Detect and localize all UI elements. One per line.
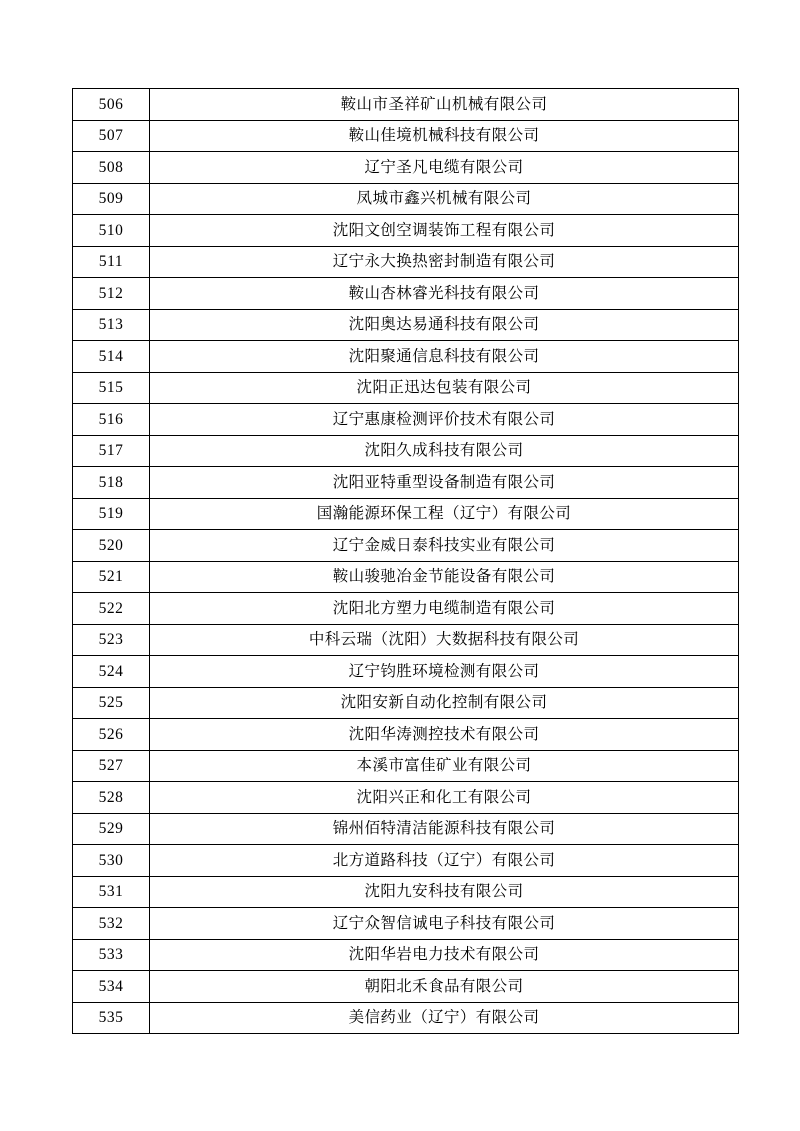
company-name-cell: 锦州佰特清洁能源科技有限公司 [150,813,739,845]
row-index-cell: 532 [73,908,150,940]
company-name-cell: 沈阳聚通信息科技有限公司 [150,341,739,373]
table-row [73,467,739,499]
row-index-cell: 512 [73,278,150,310]
row-index-cell: 528 [73,782,150,814]
row-index-cell: 511 [73,246,150,278]
table-row [73,876,739,908]
table-row [73,782,739,814]
row-index-cell: 525 [73,687,150,719]
row-index-cell: 527 [73,750,150,782]
company-name-cell: 辽宁惠康检测评价技术有限公司 [150,404,739,436]
table-row [73,246,739,278]
table-row [73,183,739,215]
company-name-cell: 沈阳奥达易通科技有限公司 [150,309,739,341]
company-name-cell: 中科云瑞（沈阳）大数据科技有限公司 [150,624,739,656]
row-index-cell: 508 [73,152,150,184]
table-row [73,908,739,940]
table-row [73,435,739,467]
table-row [73,341,739,373]
row-index-cell: 521 [73,561,150,593]
row-index-cell: 520 [73,530,150,562]
table-row [73,845,739,877]
row-index-cell: 517 [73,435,150,467]
company-name-cell: 本溪市富佳矿业有限公司 [150,750,739,782]
company-name-cell: 鞍山杏林睿光科技有限公司 [150,278,739,310]
company-name-cell: 辽宁圣凡电缆有限公司 [150,152,739,184]
row-index-cell: 507 [73,120,150,152]
company-name-cell: 沈阳亚特重型设备制造有限公司 [150,467,739,499]
table-row [73,971,739,1003]
table-row [73,498,739,530]
company-name-cell: 辽宁永大换热密封制造有限公司 [150,246,739,278]
row-index-cell: 518 [73,467,150,499]
table-row [73,404,739,436]
company-name-cell: 沈阳正迅达包装有限公司 [150,372,739,404]
row-index-cell: 510 [73,215,150,247]
row-index-cell: 506 [73,89,150,121]
table-row [73,939,739,971]
company-name-cell: 沈阳华涛测控技术有限公司 [150,719,739,751]
row-index-cell: 534 [73,971,150,1003]
table-row [73,309,739,341]
company-name-cell: 美信药业（辽宁）有限公司 [150,1002,739,1034]
table-row [73,813,739,845]
table-row [73,719,739,751]
table-row [73,687,739,719]
row-index-cell: 529 [73,813,150,845]
table-row [73,372,739,404]
row-index-cell: 526 [73,719,150,751]
table-row [73,1002,739,1034]
row-index-cell: 531 [73,876,150,908]
table-row [73,656,739,688]
company-name-cell: 鞍山佳境机械科技有限公司 [150,120,739,152]
row-index-cell: 509 [73,183,150,215]
table-row [73,89,739,121]
table-row [73,593,739,625]
row-index-cell: 513 [73,309,150,341]
row-index-cell: 535 [73,1002,150,1034]
company-name-cell: 辽宁众智信诚电子科技有限公司 [150,908,739,940]
company-name-cell: 朝阳北禾食品有限公司 [150,971,739,1003]
company-name-cell: 辽宁金威日泰科技实业有限公司 [150,530,739,562]
company-name-cell: 国瀚能源环保工程（辽宁）有限公司 [150,498,739,530]
company-name-cell: 沈阳九安科技有限公司 [150,876,739,908]
company-name-cell: 凤城市鑫兴机械有限公司 [150,183,739,215]
company-list-table [72,88,739,1034]
row-index-cell: 523 [73,624,150,656]
company-name-cell: 北方道路科技（辽宁）有限公司 [150,845,739,877]
row-index-cell: 524 [73,656,150,688]
company-name-cell: 沈阳华岩电力技术有限公司 [150,939,739,971]
company-name-cell: 鞍山骏驰冶金节能设备有限公司 [150,561,739,593]
row-index-cell: 533 [73,939,150,971]
table-row [73,624,739,656]
table-row [73,215,739,247]
company-name-cell: 鞍山市圣祥矿山机械有限公司 [150,89,739,121]
row-index-cell: 515 [73,372,150,404]
table-row [73,152,739,184]
company-list-body [73,89,739,1034]
company-name-cell: 沈阳安新自动化控制有限公司 [150,687,739,719]
row-index-cell: 519 [73,498,150,530]
table-row [73,120,739,152]
company-name-cell: 沈阳久成科技有限公司 [150,435,739,467]
row-index-cell: 516 [73,404,150,436]
row-index-cell: 514 [73,341,150,373]
table-row [73,530,739,562]
table-row [73,561,739,593]
row-index-cell: 530 [73,845,150,877]
company-name-cell: 辽宁钧胜环境检测有限公司 [150,656,739,688]
company-name-cell: 沈阳北方塑力电缆制造有限公司 [150,593,739,625]
table-row [73,278,739,310]
company-name-cell: 沈阳文创空调装饰工程有限公司 [150,215,739,247]
row-index-cell: 522 [73,593,150,625]
company-name-cell: 沈阳兴正和化工有限公司 [150,782,739,814]
table-row [73,750,739,782]
